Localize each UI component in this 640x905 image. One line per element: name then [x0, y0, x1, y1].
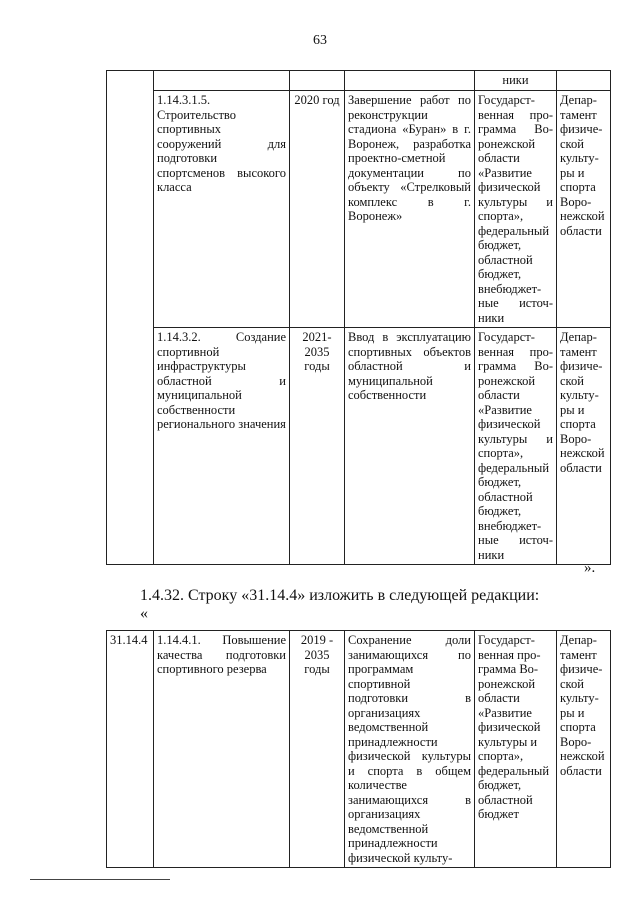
sources-cell: Государст-венная про-грамма Во-ронежской области «Развитие физической культуры и спорта», федеральный бюджет, областной бюджет, внебюджет-ные источ-ники [475, 328, 557, 565]
period-cell: 2021-2035 годы [290, 328, 345, 565]
result-cell: Сохранение доли занимающихся по программам спортивной подготовки в организациях ведомственной принадлежности физической культуры и спорта в общем количестве занимающихся в организациях ведомственной принадлежности физической культу- [345, 631, 475, 868]
page-number: 63 [313, 33, 327, 48]
result-cell: Завершение работ по реконструкции стадиона «Буран» в г. Воронеж, разработка проектно-сметной документации по объекту «Стрелковый комплекс в г. Воронеж» [345, 91, 475, 328]
amendment-paragraph: 1.4.32. Строку «31.14.4» изложить в следующей редакции: [140, 587, 540, 604]
closing-quote: ». [584, 560, 596, 576]
period-cell: 2019 - 2035 годы [290, 631, 345, 868]
table-cell: ники [475, 71, 557, 91]
row-id-cell: 31.14.4 [107, 631, 154, 868]
period-cell: 2020 год [290, 91, 345, 328]
result-cell: Ввод в эксплуатацию спортивных объектов областной и муниципальной собственности [345, 328, 475, 565]
sources-cell: Государст-венная про-грамма Во-ронежской области «Развитие физической культуры и спорта», федеральный бюджет, областной бюджет, внебюджет-ные источ-ники [475, 91, 557, 328]
table-cell [290, 71, 345, 91]
opening-quote: « [140, 605, 148, 622]
table-row [107, 91, 611, 328]
table-cell [154, 71, 290, 91]
table-row [107, 328, 611, 565]
program-table-continued [106, 70, 611, 565]
table-cell [557, 71, 611, 91]
event-code-cell: 1.14.3.1.5. Строительство спортивных сооружений для подготовки спортсменов высокого класса [154, 91, 290, 328]
table-row [107, 71, 611, 91]
sources-cell: Государст-венная про-грамма Во-ронежской области «Развитие физической культуры и спорта», федеральный бюджет, областной бюджет [475, 631, 557, 868]
table-cell [107, 71, 154, 565]
event-code-cell: 1.14.4.1. Повышение качества подготовки спортивного резерва [154, 631, 290, 868]
table-row [107, 631, 611, 868]
executor-cell: Депар-тамент физиче-ской культу-ры и спорта Воро-нежской области [557, 328, 611, 565]
executor-cell: Депар-тамент физиче-ской культу-ры и спорта Воро-нежской области [557, 91, 611, 328]
table-cell [345, 71, 475, 91]
program-table-new-row [106, 630, 611, 868]
executor-cell: Депар-тамент физиче-ской культу-ры и спорта Воро-нежской области [557, 631, 611, 868]
event-code-cell: 1.14.3.2. Создание спортивной инфраструктуры областной и муниципальной собственности регионального значения [154, 328, 290, 565]
footnote-separator [30, 879, 170, 880]
